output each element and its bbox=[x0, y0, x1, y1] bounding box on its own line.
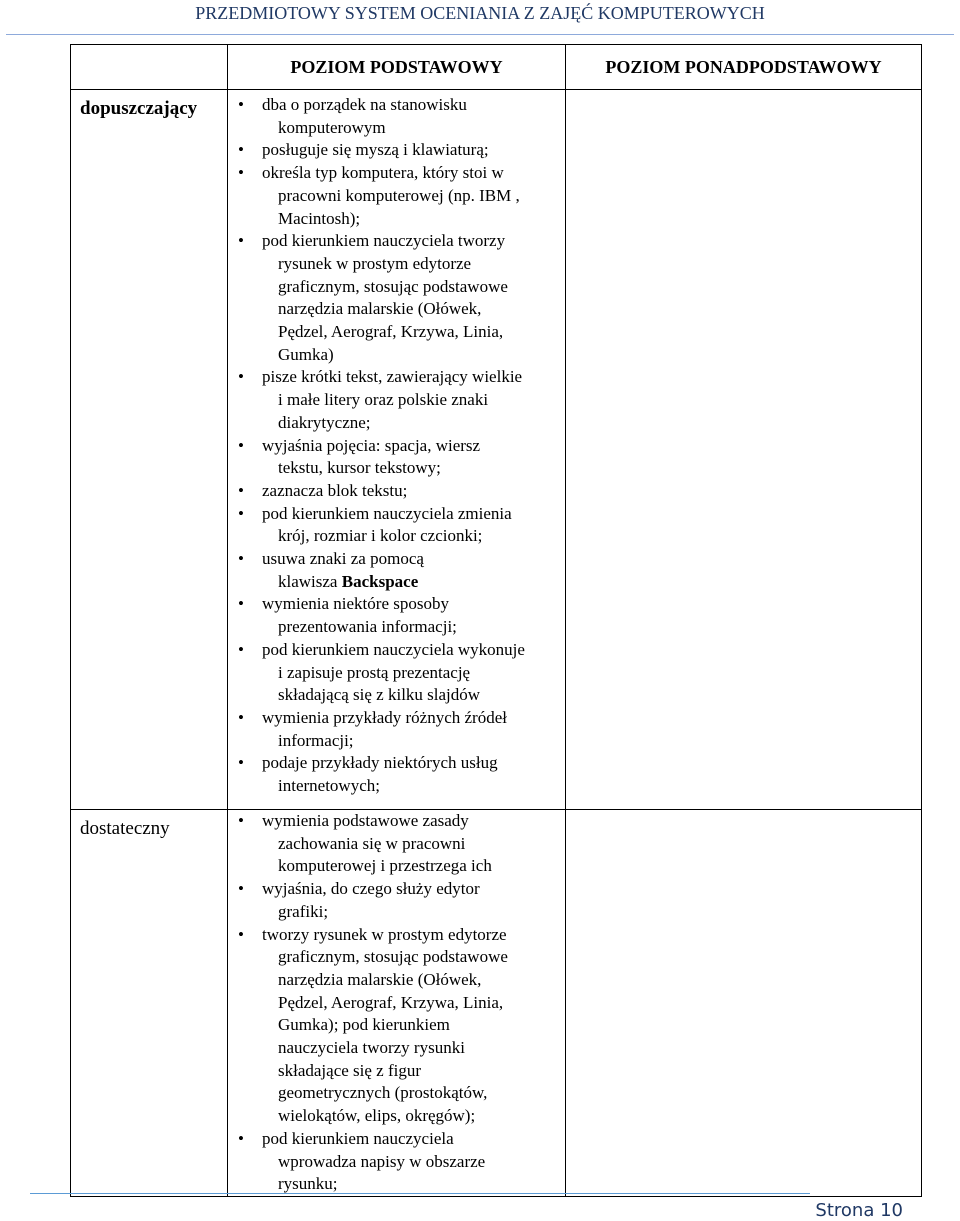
list-item bbox=[228, 639, 565, 707]
list-item bbox=[228, 810, 565, 878]
bullet-icon: • bbox=[238, 480, 244, 500]
item-text-line: wymienia niektóre sposoby bbox=[262, 594, 449, 614]
item-text-line: wyjaśnia pojęcia: spacja, wiersz bbox=[262, 435, 481, 455]
item-text-line: prezentowania informacji; bbox=[278, 617, 457, 637]
item-text-line: klawisza Backspace bbox=[278, 571, 419, 591]
list-item bbox=[228, 139, 565, 162]
bullet-icon: • bbox=[238, 639, 244, 659]
item-text-line: Pędzel, Aerograf, Krzywa, Linia, bbox=[278, 322, 504, 342]
item-text-line: zachowania się w pracowni bbox=[278, 833, 466, 853]
item-text-line: i zapisuje prostą prezentację bbox=[278, 662, 471, 682]
item-text-line: rysunek w prostym edytorze bbox=[278, 253, 472, 273]
bullet-icon: • bbox=[238, 367, 244, 387]
page-header bbox=[0, 0, 960, 30]
item-text-line: zaznacza blok tekstu; bbox=[262, 480, 408, 500]
item-text-line: geometrycznych (prostokątów, bbox=[278, 1083, 488, 1103]
bullet-icon: • bbox=[238, 811, 244, 830]
list-item bbox=[228, 366, 565, 434]
item-text-line: tekstu, kursor tekstowy; bbox=[278, 458, 441, 478]
footer-divider bbox=[30, 1193, 810, 1194]
item-text-line: pod kierunkiem nauczyciela bbox=[262, 1128, 454, 1148]
item-text-line: tworzy rysunek w prostym edytorze bbox=[262, 924, 507, 944]
bullet-icon: • bbox=[238, 231, 244, 251]
item-text-line: określa typ komputera, który stoi w bbox=[262, 163, 504, 183]
basic-requirements-cell bbox=[228, 90, 566, 810]
bullet-icon: • bbox=[238, 140, 244, 160]
list-item bbox=[228, 503, 565, 548]
list-item bbox=[228, 707, 565, 752]
list-item bbox=[228, 548, 565, 593]
item-text-line: usuwa znaki za pomocą bbox=[262, 549, 424, 569]
header-divider bbox=[6, 34, 954, 35]
item-text-line: graficznym, stosując podstawowe bbox=[278, 276, 508, 296]
requirements-list bbox=[228, 90, 565, 798]
advanced-requirements-cell bbox=[566, 810, 922, 1197]
item-text-line: narzędzia malarskie (Ołówek, bbox=[278, 969, 482, 989]
item-text-line: wymienia podstawowe zasady bbox=[262, 811, 469, 830]
item-text-line: informacji; bbox=[278, 730, 354, 750]
item-text-line: komputerowej i przestrzega ich bbox=[278, 856, 492, 876]
item-text-line: wprowadza napisy w obszarze bbox=[278, 1151, 486, 1171]
list-item bbox=[228, 593, 565, 638]
column-header-grade bbox=[71, 45, 228, 90]
table-row bbox=[71, 810, 922, 1197]
item-text-line: posługuje się myszą i klawiaturą; bbox=[262, 140, 489, 160]
item-text-line: podaje przykłady niektórych usług bbox=[262, 753, 498, 773]
page-number: Strona 10 bbox=[815, 1200, 903, 1221]
bullet-icon: • bbox=[238, 1128, 244, 1148]
item-text-line: Macintosh); bbox=[278, 208, 361, 228]
item-text-line: pod kierunkiem nauczyciela tworzy bbox=[262, 231, 506, 251]
item-text-line: nauczyciela tworzy rysunki bbox=[278, 1038, 465, 1058]
advanced-requirements-cell bbox=[566, 90, 922, 810]
bullet-icon: • bbox=[238, 594, 244, 614]
item-text-line: krój, rozmiar i kolor czcionki; bbox=[278, 526, 483, 546]
list-item bbox=[228, 480, 565, 503]
item-text-line: Gumka) bbox=[278, 344, 334, 364]
item-text-line: pisze krótki tekst, zawierający wielkie bbox=[262, 367, 523, 387]
item-text-line: komputerowym bbox=[278, 117, 386, 137]
bullet-icon: • bbox=[238, 707, 244, 727]
column-header-advanced: POZIOM PONADPODSTAWOWY bbox=[566, 45, 922, 90]
backspace-key-label: Backspace bbox=[341, 571, 419, 591]
item-text-line: pracowni komputerowej (np. IBM , bbox=[278, 185, 520, 205]
item-text-line: składającą się z kilku slajdów bbox=[278, 685, 481, 705]
bullet-icon: • bbox=[238, 95, 244, 114]
bullet-icon: • bbox=[238, 879, 244, 899]
item-text-line: wyjaśnia, do czego służy edytor bbox=[262, 879, 480, 899]
item-text-line: wielokątów, elips, okręgów); bbox=[278, 1106, 476, 1126]
list-item bbox=[228, 162, 565, 230]
bullet-icon: • bbox=[238, 163, 244, 183]
item-text-line: i małe litery oraz polskie znaki bbox=[278, 390, 489, 410]
item-text-line: narzędzia malarskie (Ołówek, bbox=[278, 299, 482, 319]
list-item bbox=[228, 878, 565, 923]
bullet-icon: • bbox=[238, 549, 244, 569]
document-title: PRZEDMIOTOWY SYSTEM OCENIANIA Z ZAJĘĆ KOMPUTEROWYCH bbox=[195, 3, 765, 23]
bullet-icon: • bbox=[238, 503, 244, 523]
item-text-line: rysunku; bbox=[278, 1174, 338, 1194]
item-text-line: wymienia przykłady różnych źródeł bbox=[262, 707, 507, 727]
item-text-line: diakrytyczne; bbox=[278, 412, 371, 432]
item-text-line: dba o porządek na stanowisku bbox=[262, 95, 467, 114]
item-text-line: Gumka); pod kierunkiem bbox=[278, 1015, 450, 1035]
item-text-line: Pędzel, Aerograf, Krzywa, Linia, bbox=[278, 992, 504, 1012]
item-text-line: składające się z figur bbox=[278, 1060, 422, 1080]
table-row bbox=[71, 90, 922, 810]
column-header-basic: POZIOM PODSTAWOWY bbox=[228, 45, 566, 90]
item-text-line: graficznym, stosując podstawowe bbox=[278, 947, 508, 967]
requirements-list bbox=[228, 810, 565, 1196]
list-item bbox=[228, 1128, 565, 1196]
list-item bbox=[228, 924, 565, 1128]
list-item bbox=[228, 435, 565, 480]
bullet-icon: • bbox=[238, 753, 244, 773]
basic-requirements-cell bbox=[228, 810, 566, 1197]
list-item bbox=[228, 94, 565, 139]
bullet-icon: • bbox=[238, 435, 244, 455]
list-item bbox=[228, 752, 565, 797]
grading-table bbox=[70, 44, 922, 1197]
item-text-line: pod kierunkiem nauczyciela zmienia bbox=[262, 503, 512, 523]
item-text-line: internetowych; bbox=[278, 776, 380, 796]
table-header-row bbox=[71, 45, 922, 90]
list-item bbox=[228, 230, 565, 366]
bullet-icon: • bbox=[238, 924, 244, 944]
grade-label: dopuszczający bbox=[71, 90, 228, 810]
item-text-line: grafiki; bbox=[278, 901, 329, 921]
item-text-line: pod kierunkiem nauczyciela wykonuje bbox=[262, 639, 525, 659]
grade-label: dostateczny bbox=[71, 810, 228, 1197]
